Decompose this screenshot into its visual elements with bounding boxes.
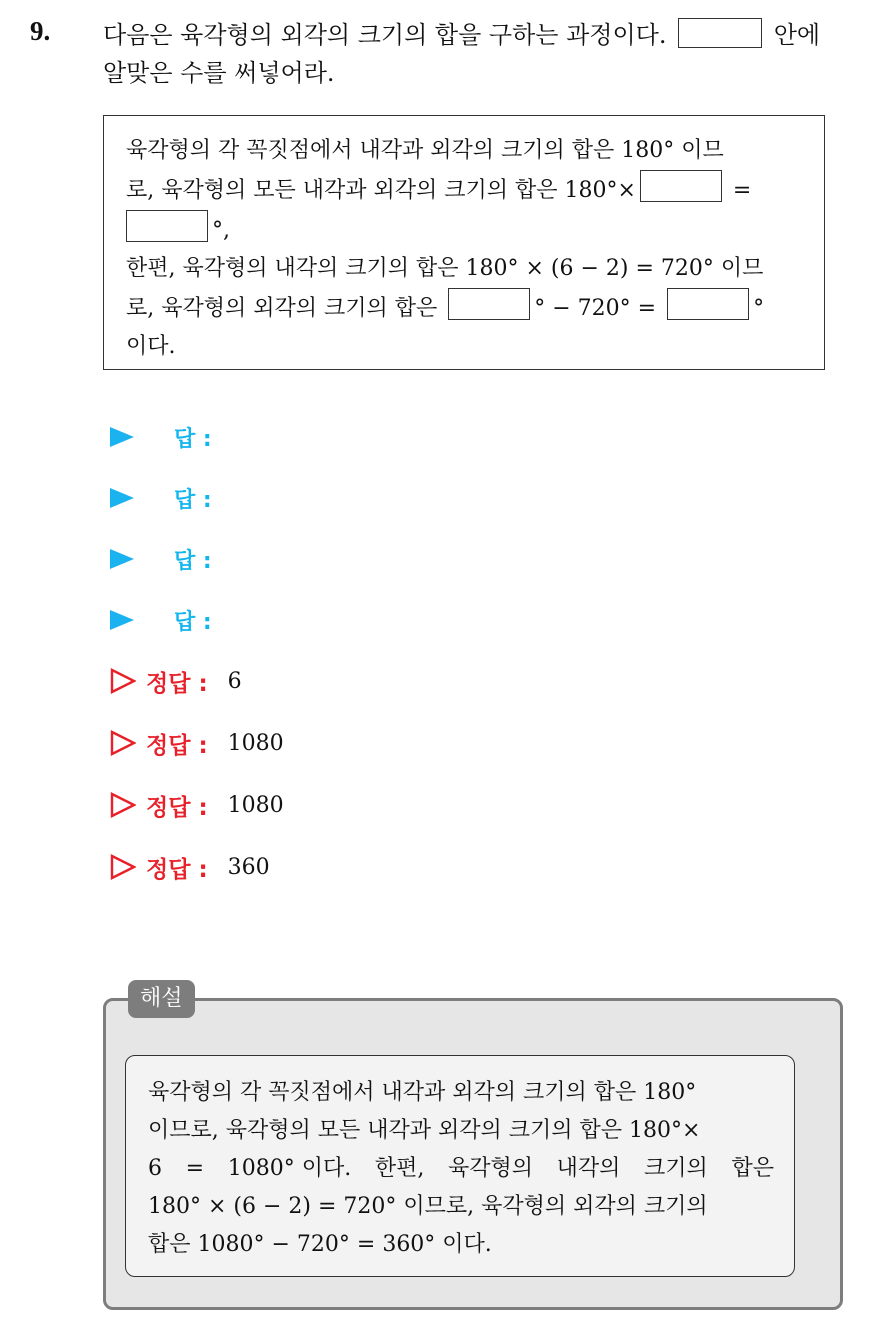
- blank-input-1[interactable]: [640, 170, 722, 202]
- question-text: [103, 16, 863, 92]
- answer-key-label: 정답 :: [146, 670, 208, 697]
- blank-input-2[interactable]: [126, 210, 208, 242]
- answer-key-value: 1080: [227, 792, 284, 818]
- question-text-main: 다음은 육각형의 외각의 크기의 합을 구하는 과정이다.: [103, 21, 667, 49]
- problem-line-2-equals: =: [732, 178, 752, 203]
- problem-line-4: 한편, 육각형의 내각의 크기의 합은 180° × (6 − 2) = 720° 이므: [126, 256, 764, 281]
- answer-label: 답 :: [174, 609, 212, 635]
- triangle-outline-icon: [110, 792, 136, 818]
- answer-row[interactable]: [110, 417, 212, 457]
- explanation-word: 내각의: [556, 1156, 621, 1181]
- answer-row[interactable]: [110, 539, 212, 579]
- problem-line-2-text: 로, 육각형의 모든 내각과 외각의 크기의 합은 180°×: [126, 178, 636, 203]
- triangle-bullet-icon: [110, 427, 134, 447]
- blank-input-3[interactable]: [448, 288, 530, 320]
- problem-box: [103, 115, 825, 370]
- answer-label: 답 :: [174, 548, 212, 574]
- triangle-outline-icon: [110, 668, 136, 694]
- problem-line-5-degree: °: [753, 296, 765, 321]
- answer-row[interactable]: [110, 600, 212, 640]
- answer-key-label: 정답 :: [146, 794, 208, 821]
- answer-key-value: 6: [227, 668, 242, 694]
- answer-key-row: [110, 847, 270, 887]
- explanation-line-2: 이므로, 육각형의 모든 내각과 외각의 크기의 합은 180°×: [148, 1118, 701, 1143]
- answer-key-label: 정답 :: [146, 856, 208, 883]
- answer-label: 답 :: [174, 487, 212, 513]
- explanation-line-5: 합은 1080° − 720° = 360° 이다.: [148, 1232, 492, 1257]
- explanation-word: 1080° 이다.: [227, 1156, 352, 1181]
- triangle-bullet-icon: [110, 488, 134, 508]
- question-blank-box: [678, 18, 762, 48]
- explanation-word: 크기의: [644, 1156, 708, 1181]
- triangle-outline-icon: [110, 730, 136, 756]
- answer-label: 답 :: [174, 426, 212, 452]
- explanation-word: 합은: [731, 1156, 774, 1181]
- blank-input-4[interactable]: [667, 288, 749, 320]
- answer-key-row: [110, 723, 284, 763]
- problem-line-5: [126, 288, 806, 328]
- answer-key-row: [110, 785, 284, 825]
- problem-line-6: 이다.: [126, 334, 176, 359]
- explanation-word: 6: [148, 1156, 162, 1181]
- explanation-line-4: 180° × (6 − 2) = 720° 이므로, 육각형의 외각의 크기의: [148, 1194, 708, 1219]
- answer-row[interactable]: [110, 478, 212, 518]
- problem-line-2: [126, 170, 806, 210]
- explanation-word: 한편,: [374, 1156, 425, 1181]
- explanation-tab: 해설: [128, 980, 195, 1018]
- explanation-line-1: 육각형의 각 꼭짓점에서 내각과 외각의 크기의 합은 180°: [148, 1080, 697, 1105]
- problem-line-5-text: 로, 육각형의 외각의 크기의 합은: [126, 296, 438, 321]
- question-text-tail: 안에: [773, 21, 821, 49]
- problem-line-1: 육각형의 각 꼭짓점에서 내각과 외각의 크기의 합은 180° 이므: [126, 138, 724, 163]
- answer-key-value: 360: [227, 854, 270, 880]
- explanation-line-3: [148, 1150, 774, 1188]
- answer-key-label: 정답 :: [146, 732, 208, 759]
- explanation-box: [125, 1055, 795, 1277]
- problem-line-3: [126, 210, 806, 250]
- question-number: 9.: [30, 16, 51, 46]
- problem-line-3-degree: °,: [212, 218, 230, 243]
- answer-key-row: [110, 661, 242, 701]
- question-text-line2: 알맞은 수를 써넣어라.: [103, 59, 335, 87]
- problem-line-5-mid: ° − 720° =: [534, 296, 657, 321]
- explanation-word: =: [185, 1156, 205, 1181]
- triangle-bullet-icon: [110, 549, 134, 569]
- triangle-outline-icon: [110, 854, 136, 880]
- explanation-word: 육각형의: [447, 1156, 533, 1181]
- answer-key-value: 1080: [227, 730, 284, 756]
- triangle-bullet-icon: [110, 610, 134, 630]
